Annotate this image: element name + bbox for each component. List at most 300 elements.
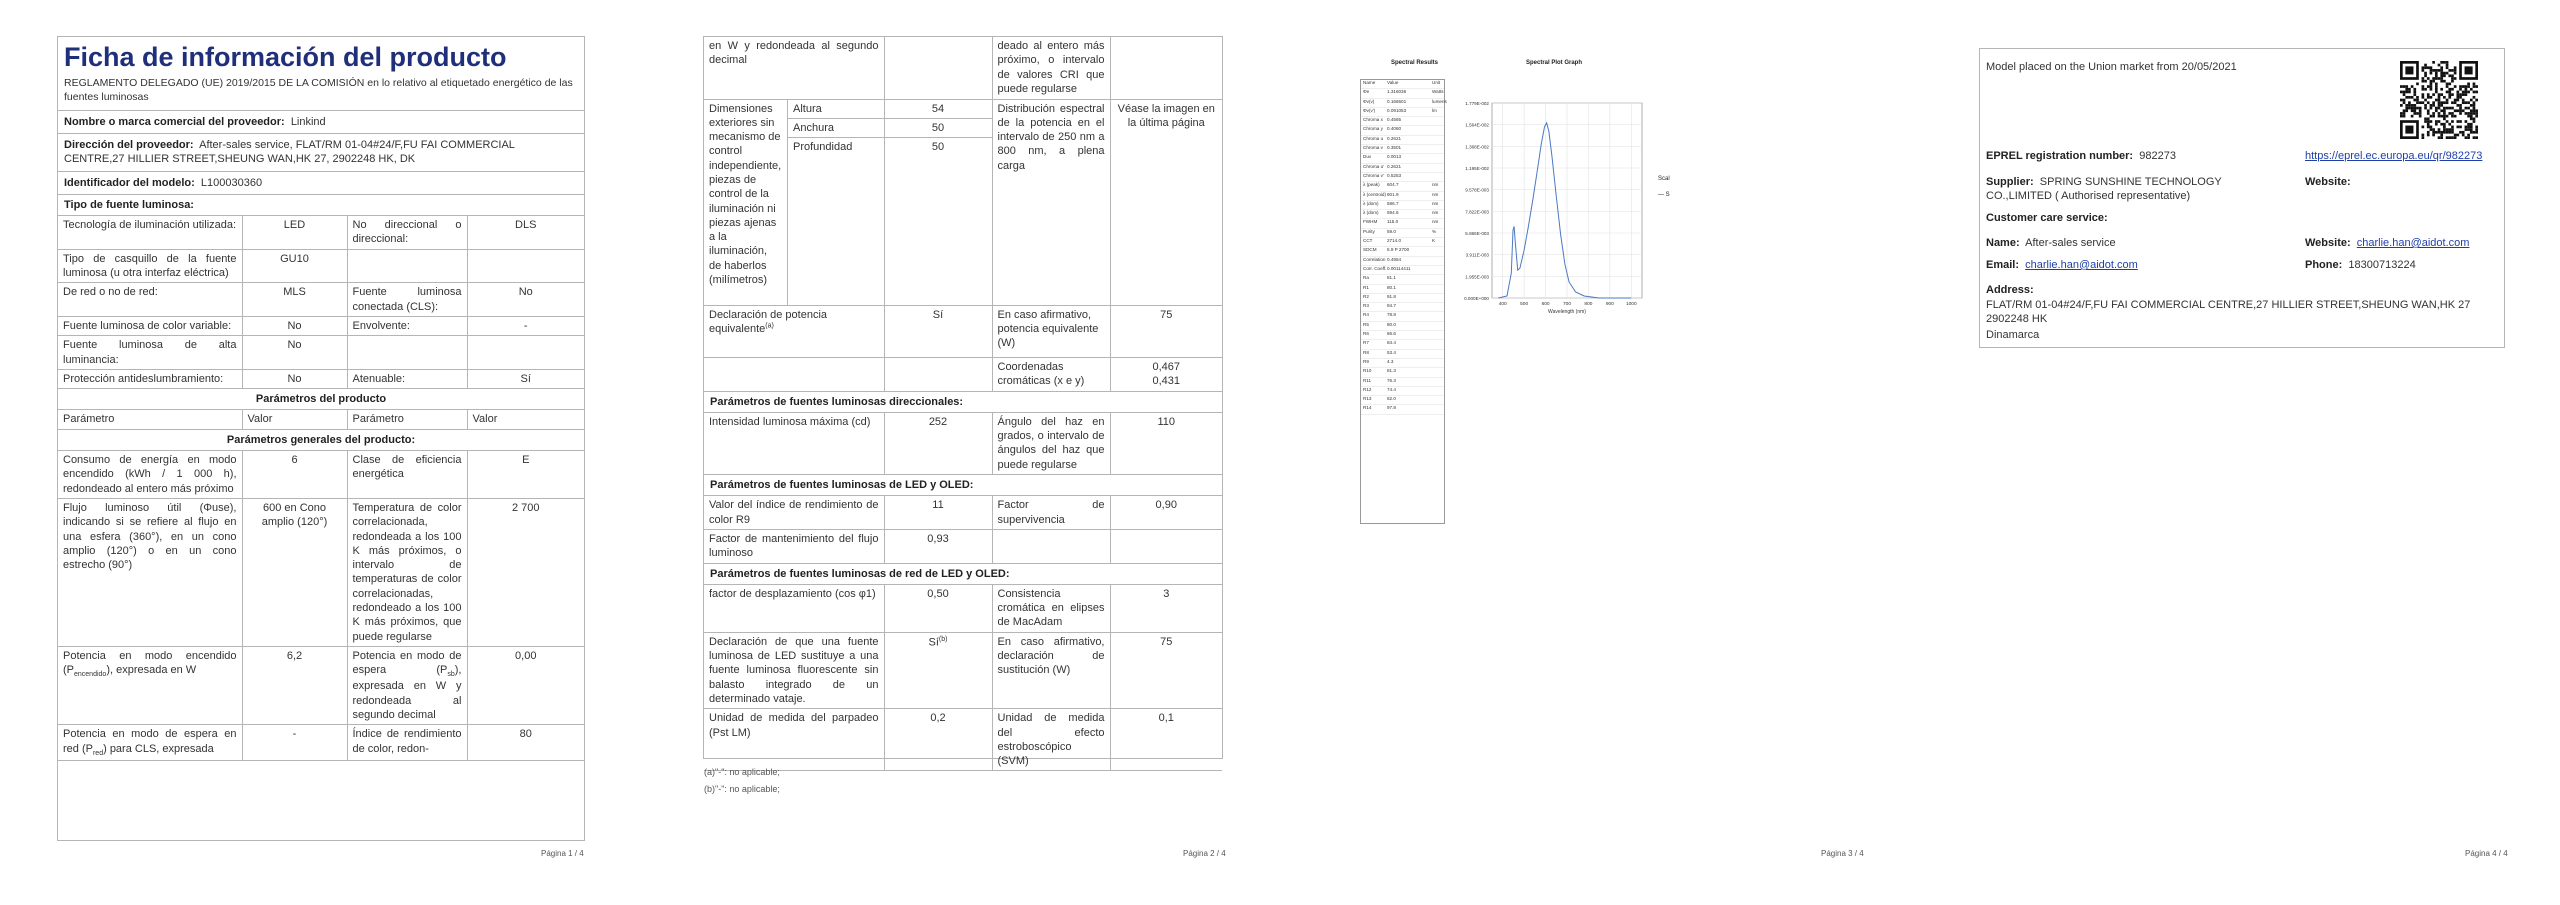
param-value <box>1110 529 1222 563</box>
result-name: SDCM <box>1363 247 1377 253</box>
cell: deado al entero más próximo, o intervalo de valores CRI que puede regularse <box>992 37 1110 99</box>
spectral-value: Véase la imagen en la última página <box>1110 99 1222 305</box>
mains-led-heading: Parámetros de fuentes luminosas de red de LED y OLED: <box>704 564 1222 585</box>
result-unit <box>1430 387 1444 395</box>
qr-module <box>2443 96 2446 99</box>
qr-finder <box>2465 66 2473 74</box>
y-tick-label: 3.911E-003 <box>1465 252 1489 258</box>
param-label: Declaración de que una fuente luminosa de LED sustituye a una fuente luminosa fluorescente sin balasto integrado de un determinado vataje. <box>704 632 884 708</box>
param-value: 0,50 <box>884 585 992 632</box>
qr-module <box>2408 107 2411 110</box>
qr-module <box>2456 93 2459 96</box>
param-value: 110 <box>1110 413 1222 475</box>
qr-module <box>2451 112 2454 115</box>
qr-module <box>2432 101 2435 104</box>
result-name: Duv <box>1363 154 1372 160</box>
equiv-label <box>704 306 884 358</box>
general-param-row <box>58 646 584 724</box>
qr-module <box>2438 112 2441 115</box>
light-source-type-heading: Tipo de fuente luminosa: <box>58 195 584 216</box>
qr-module <box>2443 112 2446 115</box>
result-name: R1 <box>1363 284 1369 290</box>
param-value: 600 en Cono amplio (120°) <box>242 498 347 646</box>
qr-module <box>2456 126 2459 129</box>
qr-module <box>2422 96 2425 99</box>
qr-module <box>2416 83 2419 86</box>
qr-module <box>2435 107 2438 110</box>
result-value: 586.7 <box>1387 200 1399 206</box>
qr-module <box>2473 120 2476 123</box>
qr-module <box>2456 96 2459 99</box>
qr-module <box>2438 120 2441 123</box>
supplier-name: Linkind <box>290 115 326 128</box>
qr-module <box>2454 109 2457 112</box>
spectral-result-row <box>1361 359 1444 368</box>
qr-module <box>2432 104 2435 107</box>
spectral-results-table <box>1360 79 1445 524</box>
light-source-type-table <box>58 216 584 389</box>
param-value: MLS <box>242 283 347 317</box>
qr-module <box>2427 120 2430 123</box>
equiv-power-value: 75 <box>1110 306 1222 358</box>
qr-module <box>2408 104 2411 107</box>
qr-module <box>2454 66 2457 69</box>
param-label: Ángulo del haz en grados, o intervalo de ángulos del haz que puede regularse <box>992 413 1110 475</box>
spectral-result-row <box>1361 387 1444 396</box>
qr-module <box>2446 120 2449 123</box>
qr-module <box>2422 126 2425 129</box>
x-axis-label: Wavelength (nm) <box>1548 309 1586 315</box>
qr-module <box>2451 69 2454 72</box>
qr-module <box>2475 85 2478 88</box>
qr-module <box>2467 115 2470 118</box>
qr-module <box>2462 91 2465 94</box>
result-name: Corr. Coeff. <box>1363 265 1387 271</box>
spectral-result-row <box>1361 117 1444 126</box>
param-label <box>347 336 467 370</box>
spectral-result-row <box>1361 182 1444 191</box>
param-label: Factor de supervivencia <box>992 496 1110 529</box>
qr-module <box>2440 69 2443 72</box>
qr-module <box>2432 115 2435 118</box>
qr-module <box>2451 107 2454 110</box>
qr-module <box>2454 72 2457 75</box>
type-row <box>58 316 584 335</box>
general-params-heading: Parámetros generales del producto: <box>58 430 584 451</box>
qr-module <box>2422 93 2425 96</box>
param-value <box>467 336 584 370</box>
param-label: Flujo luminoso útil (Φuse), indicando si se refiere al flujo en una esfera (360°), en un cono amplio (120°) o en un cono estrecho (90°) <box>58 498 242 646</box>
spectral-label: Distribución espectral de la potencia en el intervalo de 250 nm a 800 nm, a plena carga <box>992 99 1110 305</box>
qr-module <box>2400 91 2403 94</box>
page-number: Página 4 / 4 <box>2465 849 2508 858</box>
qr-module <box>2432 128 2435 131</box>
qr-module <box>2459 96 2462 99</box>
qr-module <box>2462 85 2465 88</box>
qr-module <box>2467 85 2470 88</box>
market-placement: Model placed on the Union market from 20/05/2021 <box>1986 61 2237 73</box>
qr-module <box>2470 112 2473 115</box>
qr-module <box>2440 134 2443 137</box>
qr-module <box>2438 104 2441 107</box>
spectral-result-row <box>1361 210 1444 219</box>
param-value: Sí <box>467 369 584 388</box>
qr-module <box>2427 85 2430 88</box>
result-unit: Unit <box>1432 80 1441 85</box>
qr-module <box>2467 126 2470 129</box>
spectral-result-row <box>1361 80 1444 89</box>
qr-module <box>2446 61 2449 64</box>
qr-module <box>2435 83 2438 86</box>
param-value: 6 <box>242 451 347 498</box>
spectral-result-row <box>1361 247 1444 256</box>
result-unit <box>1430 350 1444 358</box>
param-value: 3 <box>1110 585 1222 632</box>
address-label: Address: <box>1986 284 2034 296</box>
qr-module <box>2465 136 2468 139</box>
spectral-result-row <box>1361 229 1444 238</box>
qr-module <box>2419 112 2422 115</box>
qr-module <box>2467 91 2470 94</box>
spectral-result-row <box>1361 145 1444 154</box>
qr-module <box>2432 80 2435 83</box>
spectral-result-row <box>1361 331 1444 340</box>
param-value: 80 <box>467 725 584 761</box>
result-name: Correlation <box>1363 256 1386 262</box>
qr-module <box>2435 72 2438 75</box>
result-name: Chroma u <box>1363 135 1384 141</box>
qr-module <box>2451 128 2454 131</box>
qr-module <box>2411 104 2414 107</box>
type-row <box>58 216 584 249</box>
param-value: No <box>242 336 347 370</box>
qr-module <box>2470 109 2473 112</box>
qr-module <box>2435 85 2438 88</box>
qr-module <box>2411 115 2414 118</box>
result-unit <box>1430 368 1444 376</box>
result-name: R4 <box>1363 312 1369 318</box>
qr-module <box>2440 136 2443 139</box>
qr-module <box>2430 126 2433 129</box>
y-tick-label: 1.564E-002 <box>1465 122 1489 128</box>
qr-module <box>2475 115 2478 118</box>
result-value: 2714.0 <box>1387 238 1402 244</box>
email-link[interactable]: charlie.han@aidot.com <box>2025 259 2138 271</box>
qr-module <box>2438 93 2441 96</box>
param-label: Tipo de casquillo de la fuente luminosa (u otra interfaz eléctrica) <box>58 249 242 283</box>
result-name: FWHM <box>1363 219 1378 225</box>
qr-module <box>2456 99 2459 102</box>
qr-module <box>2440 66 2443 69</box>
result-value: 53.4 <box>1387 349 1396 355</box>
qr-module <box>2470 104 2473 107</box>
result-unit: nm <box>1432 210 1439 216</box>
param-label: Índice de rendimiento de color, redon- <box>347 725 467 761</box>
qr-module <box>2443 109 2446 112</box>
eprel-link[interactable]: https://eprel.ec.europa.eu/qr/982273 <box>2305 150 2483 162</box>
qr-module <box>2473 112 2476 115</box>
param-value: 0,93 <box>884 529 992 563</box>
eprel-label: EPREL registration number: <box>1986 150 2134 162</box>
qr-module <box>2435 109 2438 112</box>
param-value: - <box>467 316 584 335</box>
qr-module <box>2430 80 2433 83</box>
qr-module <box>2405 88 2408 91</box>
result-name: Ra <box>1363 275 1369 281</box>
spectral-result-row <box>1361 173 1444 182</box>
general-param-row <box>58 498 584 646</box>
email-label: Email: <box>1986 259 2020 271</box>
qr-module <box>2416 96 2419 99</box>
result-name: R8 <box>1363 349 1369 355</box>
qr-module <box>2470 117 2473 120</box>
qr-module <box>2403 109 2406 112</box>
equivalent-power-row <box>704 306 1222 358</box>
param-value: 2 700 <box>467 498 584 646</box>
qr-module <box>2427 134 2430 137</box>
qr-module <box>2413 99 2416 102</box>
qr-module <box>2403 115 2406 118</box>
qr-module <box>2435 88 2438 91</box>
qr-module <box>2454 85 2457 88</box>
qr-module <box>2413 109 2416 112</box>
qr-module <box>2446 99 2449 102</box>
result-name: R5 <box>1363 321 1369 327</box>
product-params-heading: Parámetros del producto <box>58 389 584 410</box>
qr-module <box>2427 123 2430 126</box>
spectral-result-row <box>1361 192 1444 201</box>
qr-module <box>2451 120 2454 123</box>
param-header-row <box>58 410 584 429</box>
qr-module <box>2454 115 2457 118</box>
spectral-result-row <box>1361 275 1444 284</box>
qr-module <box>2467 112 2470 115</box>
qr-module <box>2443 126 2446 129</box>
param-label: Protección antideslumbramiento: <box>58 369 242 388</box>
param-label: En caso afirmativo, declaración de sustitución (W) <box>992 632 1110 708</box>
spectral-result-row <box>1361 201 1444 210</box>
result-name: R6 <box>1363 331 1369 337</box>
result-unit: lm <box>1432 107 1437 113</box>
result-value: 601.9 <box>1387 191 1399 197</box>
qr-module <box>2451 77 2454 80</box>
qr-module <box>2451 80 2454 83</box>
qr-module <box>2430 72 2433 75</box>
qr-module <box>2443 117 2446 120</box>
result-value: 59.0 <box>1387 228 1396 234</box>
qr-module <box>2465 128 2468 131</box>
result-value: 4.3 <box>1387 358 1394 364</box>
qr-module <box>2443 72 2446 75</box>
param-label: Consumo de energía en modo encendido (kWh / 1 000 h), redondeado al entero más próximo <box>58 451 242 498</box>
param-value: 75 <box>1110 632 1222 708</box>
care-website-link[interactable]: charlie.han@aidot.com <box>2356 237 2470 249</box>
result-value: 5.9 P 2700 <box>1387 247 1410 253</box>
result-name: λ (dom) <box>1363 210 1379 216</box>
result-name: R2 <box>1363 293 1369 299</box>
chromaticity-value: 0,467 0,431 <box>1110 358 1222 392</box>
result-value: 0.4565 <box>1387 117 1402 123</box>
result-unit <box>1430 331 1444 339</box>
qr-module <box>2422 101 2425 104</box>
model-id: L100030360 <box>200 176 263 189</box>
param-label: No direccional o direccional: <box>347 216 467 249</box>
qr-module <box>2438 115 2441 118</box>
spectral-result-row <box>1361 126 1444 135</box>
qr-module <box>2440 61 2443 64</box>
result-name: Φe <box>1363 89 1370 95</box>
qr-module <box>2416 99 2419 102</box>
supplier-name-row <box>58 111 584 134</box>
qr-module <box>2422 85 2425 88</box>
param-value: LED <box>242 216 347 249</box>
param-label: Intensidad luminosa máxima (cd) <box>704 413 884 475</box>
param-label: Potencia en modo encendido $(P_{encendido})$, expresada en W <box>58 646 242 724</box>
result-name: Chroma v' <box>1363 172 1384 178</box>
qr-module <box>2459 131 2462 134</box>
regulation-subtitle: REGLAMENTO DELEGADO (UE) 2019/2015 DE LA COMISIÓN en lo relativo al etiquetado energético de las fuentes luminosas <box>58 75 584 110</box>
qr-module <box>2465 107 2468 110</box>
qr-module <box>2403 85 2406 88</box>
supplier-value: SPRING SUNSHINE TECHNOLOGY CO.,LIMITED ( Authorised representative) <box>1986 176 2222 203</box>
result-value: 0.091053 <box>1387 107 1407 113</box>
series-legend-label: — S <box>1658 192 1670 198</box>
result-value: 86.6 <box>1387 331 1396 337</box>
param-value: 6,2 <box>242 646 347 724</box>
qr-finder <box>2405 126 2413 134</box>
qr-module <box>2454 101 2457 104</box>
qr-module <box>2451 136 2454 139</box>
qr-module <box>2473 131 2476 134</box>
qr-module <box>2440 72 2443 75</box>
qr-module <box>2473 117 2476 120</box>
directional-row <box>704 413 1222 475</box>
qr-module <box>2470 115 2473 118</box>
result-unit: Watts <box>1432 89 1444 95</box>
qr-module <box>2446 101 2449 104</box>
qr-module <box>2459 126 2462 129</box>
result-value: Value <box>1387 80 1399 85</box>
result-value: 91.8 <box>1387 293 1396 299</box>
qr-module <box>2446 66 2449 69</box>
qr-module <box>2440 74 2443 77</box>
qr-module <box>2454 69 2457 72</box>
qr-module <box>2465 120 2468 123</box>
param-value: 11 <box>884 496 992 529</box>
qr-module <box>2440 93 2443 96</box>
qr-module <box>2435 99 2438 102</box>
qr-module <box>2446 136 2449 139</box>
spectral-result-row <box>1361 219 1444 228</box>
continued-table <box>704 37 1222 306</box>
qr-module <box>2465 93 2468 96</box>
dimension-values <box>884 99 992 305</box>
qr-module <box>2446 115 2449 118</box>
y-tick-label: 1.779E-002 <box>1465 101 1489 106</box>
param-value: E <box>467 451 584 498</box>
continued-row <box>704 37 1222 99</box>
qr-module <box>2440 88 2443 91</box>
led-table <box>704 496 1222 563</box>
result-unit: nm <box>1432 200 1439 206</box>
qr-module <box>2419 115 2422 118</box>
phone-label: Phone: <box>2305 259 2343 271</box>
qr-module <box>2424 117 2427 120</box>
qr-module <box>2405 107 2408 110</box>
result-value: 94.7 <box>1387 303 1396 309</box>
param-header: Parámetro <box>347 410 467 429</box>
type-row <box>58 283 584 317</box>
result-value: 0.4954 <box>1387 256 1402 262</box>
qr-module <box>2473 104 2476 107</box>
result-value: 0.2621 <box>1387 135 1402 141</box>
result-value: 604.7 <box>1387 182 1399 188</box>
qr-module <box>2467 101 2470 104</box>
qr-module <box>2448 136 2451 139</box>
qr-module <box>2424 104 2427 107</box>
param-value: 252 <box>884 413 992 475</box>
qr-module <box>2446 85 2449 88</box>
result-unit: lumens <box>1432 98 1447 104</box>
qr-module <box>2448 91 2451 94</box>
param-label: De red o no de red: <box>58 283 242 317</box>
qr-module <box>2438 107 2441 110</box>
param-label: Unidad de medida del efecto estroboscópico (SVM) <box>992 709 1110 771</box>
model-row <box>58 172 584 195</box>
qr-module <box>2467 107 2470 110</box>
spectral-result-row <box>1361 108 1444 117</box>
result-name: R13 <box>1363 396 1372 402</box>
qr-module <box>2438 101 2441 104</box>
qr-module <box>2443 131 2446 134</box>
supplier-address-row <box>58 134 584 172</box>
dim-value: 50 <box>931 141 945 154</box>
supplier-address-label: Dirección del proveedor: <box>64 138 194 151</box>
qr-module <box>2430 66 2433 69</box>
param-value: 0,00 <box>467 646 584 724</box>
equivalent-power-table <box>704 306 1222 392</box>
y-tick-label: 9.578E-003 <box>1465 187 1489 193</box>
param-label: Temperatura de color correlacionada, redondeada a los 100 K más próximos, o intervalo de temperaturas de color correlacionadas, redondeado a los 100 K más próximos, que puede regularse <box>347 498 467 646</box>
cell <box>884 37 992 99</box>
x-tick-label: 700 <box>1562 302 1572 307</box>
qr-module <box>2462 93 2465 96</box>
cell <box>704 358 884 392</box>
qr-module <box>2440 131 2443 134</box>
qr-module <box>2432 112 2435 115</box>
spectral-plot <box>1440 95 1652 330</box>
qr-module <box>2432 93 2435 96</box>
qr-module <box>2438 69 2441 72</box>
qr-module <box>2473 107 2476 110</box>
qr-module <box>2465 112 2468 115</box>
qr-module <box>2467 123 2470 126</box>
dim-name: Profundidad <box>793 141 853 154</box>
spectral-result-row <box>1361 238 1444 247</box>
result-name: λ (dom) <box>1363 200 1379 206</box>
result-unit: nm <box>1432 191 1439 197</box>
page-1 <box>0 0 640 905</box>
qr-module <box>2451 74 2454 77</box>
param-label: Factor de mantenimiento del flujo luminoso <box>704 529 884 563</box>
param-header: Valor <box>467 410 584 429</box>
qr-module <box>2443 80 2446 83</box>
qr-module <box>2424 66 2427 69</box>
spectral-result-row <box>1361 294 1444 303</box>
qr-module <box>2408 91 2411 94</box>
qr-module <box>2459 107 2462 110</box>
qr-module <box>2473 83 2476 86</box>
